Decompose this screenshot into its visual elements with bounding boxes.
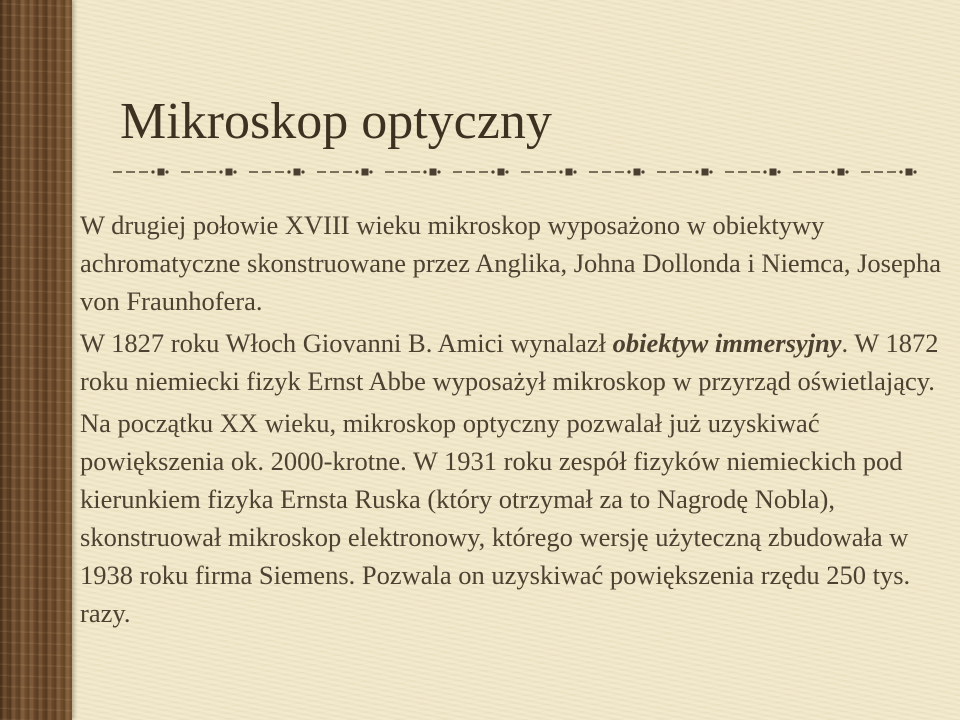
- paragraph-immersion-objective: [80, 324, 945, 400]
- paragraph-electron-microscope: [80, 404, 945, 632]
- paragraph-text-after: . W 1872 roku niemiecki fizyk Ernst Abbe wyposażył mikroskop w przyrząd oświetlający.: [80, 328, 939, 396]
- paragraph-achromatic-lenses: [80, 206, 945, 320]
- emphasized-term: obiektyw immersyjny: [612, 328, 842, 358]
- slide-body: [80, 206, 945, 636]
- paragraph-text-before: W 1827 roku Włoch Giovanni B. Amici wynalazł: [80, 328, 613, 358]
- title-divider: [113, 164, 929, 180]
- paragraph-text: Na początku XX wieku, mikroskop optyczny pozwalał już uzyskiwać powiększenia ok. 2000-krotne. W 1931 roku zespół fizyków niemieckich pod kierunkiem fizyka Ernsta Ruska (który otrzymał za to Nagrodę Nobla), skonstruował mikroskop elektronowy, którego wersję użyteczną zbudowała w 1938 roku firma Siemens. Pozwala on uzyskiwać powiększenia rzędu 250 tys. razy.: [80, 408, 911, 628]
- wood-side-panel: [0, 0, 72, 720]
- paragraph-text: W drugiej połowie XVIII wieku mikroskop wyposażono w obiektywy achromatyczne skonstruowane przez Anglika, Johna Dollonda i Niemca, Josepha von Fraunhofera.: [80, 210, 941, 316]
- slide-title: Mikroskop optyczny: [120, 93, 552, 150]
